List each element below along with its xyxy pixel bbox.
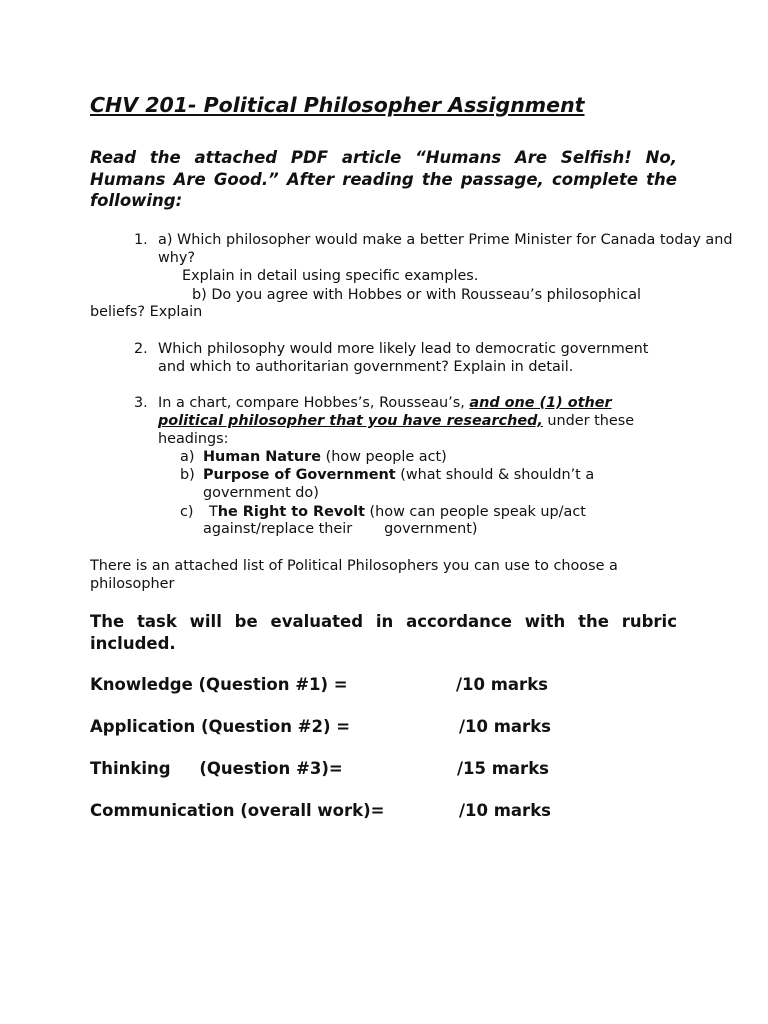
question-2-number: 2. [134, 341, 148, 357]
marks-application-value: /10 marks [459, 717, 551, 736]
question-3-emphasis-2: political philosopher that you have researched, [158, 413, 543, 429]
heading-c-line-2: against/replace their government) [203, 521, 478, 537]
marks-communication-label: Communication (overall work)= [90, 801, 385, 820]
question-1a-line-1: a) Which philosopher would make a better Prime Minister for Canada today and [158, 232, 733, 248]
question-3-line-1 [158, 394, 612, 412]
heading-a-letter: a) [180, 449, 195, 465]
heading-c-desc: (how can people speak up/act [364, 504, 586, 520]
evaluation-statement: The task will be evaluated in accordance with the rubric included. [90, 612, 677, 653]
question-3-line-1-text: In a chart, compare Hobbes’s, Rousseau’s, [158, 395, 470, 411]
question-3-emphasis-1: and one (1) other [469, 395, 612, 411]
question-2-line-1: Which philosophy would more likely lead to democratic government [158, 341, 649, 357]
heading-a-desc: (how people act) [321, 449, 447, 465]
marks-thinking-label: Thinking (Question #3)= [90, 759, 343, 778]
marks-thinking-value: /15 marks [457, 759, 549, 778]
heading-a [203, 448, 447, 466]
heading-b [203, 466, 594, 484]
question-1a-line-2: why? [158, 250, 196, 266]
intro-instructions: Read the attached PDF article “Humans Are Selfish! No, Humans Are Good.” After reading the passage, complete the following: [90, 148, 677, 210]
heading-b-desc: (what should & shouldn’t a [395, 467, 595, 483]
marks-knowledge-value: /10 marks [456, 675, 548, 694]
question-1b-line-2: beliefs? Explain [90, 304, 203, 320]
heading-c-title: he Right to Revolt [217, 504, 365, 520]
heading-b-title: Purpose of Government [203, 467, 396, 483]
question-1-number: 1. [134, 232, 148, 248]
question-1a-line-3: Explain in detail using specific examples. [182, 268, 479, 284]
marks-knowledge-label: Knowledge (Question #1) = [90, 675, 348, 694]
philosopher-list-note-line-1: There is an attached list of Political Philosophers you can use to choose a [90, 558, 618, 574]
philosopher-list-note-line-2: philosopher [90, 576, 175, 592]
assignment-title: CHV 201- Political Philosopher Assignment [90, 93, 585, 117]
question-3-number: 3. [134, 395, 148, 411]
question-3-line-2 [158, 412, 634, 430]
marks-communication-value: /10 marks [459, 801, 551, 820]
heading-c-letter: c) [180, 504, 194, 520]
question-2-line-2: and which to authoritarian government? Explain in detail. [158, 359, 574, 375]
question-1b-line-1: b) Do you agree with Hobbes or with Rousseau’s philosophical [192, 287, 642, 303]
heading-b-letter: b) [180, 467, 195, 483]
heading-a-title: Human Nature [203, 449, 321, 465]
heading-c [209, 503, 586, 521]
question-3-line-3: headings: [158, 431, 229, 447]
heading-b-line-2: government do) [203, 485, 319, 501]
question-3-line-2-text: under these [542, 413, 635, 429]
marks-application-label: Application (Question #2) = [90, 717, 351, 736]
heading-c-initial: T [209, 504, 218, 520]
